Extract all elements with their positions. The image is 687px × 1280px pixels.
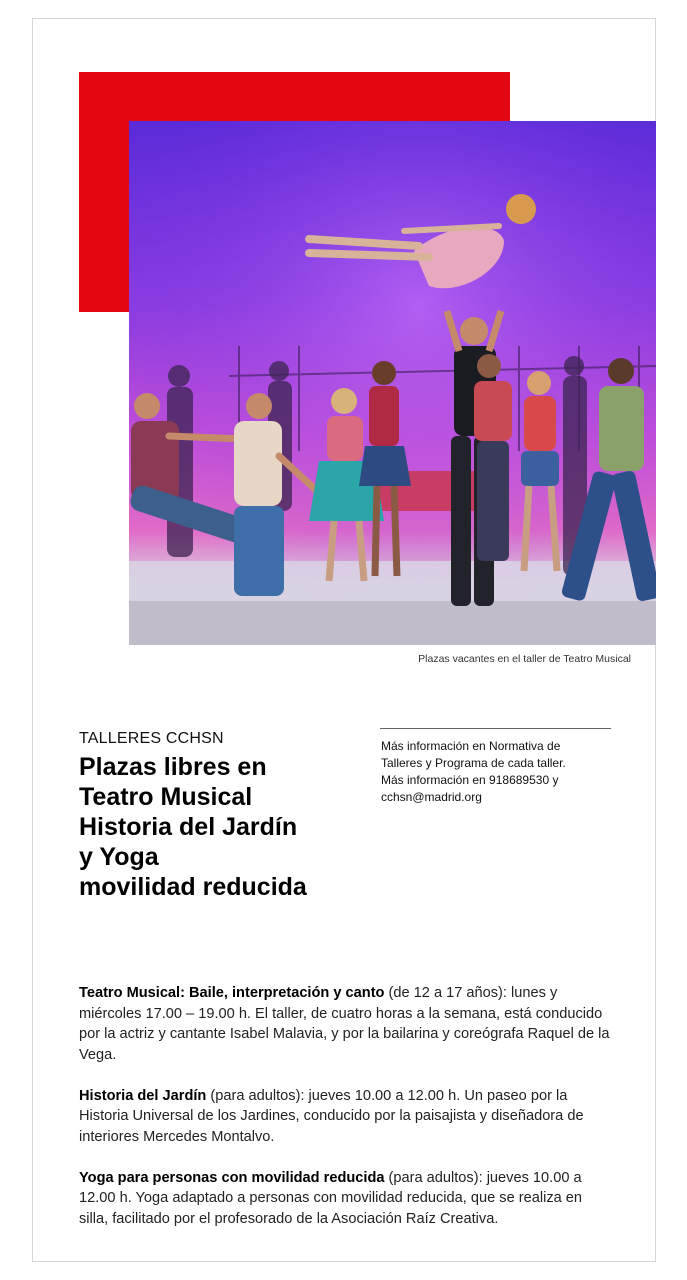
- info-line: Talleres y Programa de cada taller.: [381, 756, 566, 770]
- workshop-paragraph: [79, 1168, 611, 1230]
- workshop-paragraph: [79, 1086, 611, 1148]
- headline-line: Teatro Musical: [79, 783, 253, 811]
- workshop-title: Historia del Jardín: [79, 1087, 207, 1104]
- photo-caption: Plazas vacantes en el taller de Teatro Musical: [418, 653, 631, 665]
- info-line: Más información en Normativa de: [381, 739, 561, 753]
- info-line: Más información en 918689530 y: [381, 773, 559, 787]
- workshop-title: Teatro Musical: Baile, interpretación y canto: [79, 985, 385, 1001]
- headline-line: Historia del Jardín: [79, 813, 298, 841]
- workshop-paragraph: [79, 983, 611, 1065]
- headline-line: y Yoga: [79, 843, 159, 871]
- workshop-description: (de 12 a 17 años): lunes y miércoles 17.00 – 19.00 h. El taller, de cuatro horas a la semana, está conducido por la actriz y cantante Isabel Malavia, y por la bailarina y coreógrafa Raquel de la Vega.: [79, 985, 610, 1063]
- workshop-description: (para adultos): jueves 10.00 a 12.00 h. Yoga adaptado a personas con movilidad reducida, que se realiza en silla, facilitado por el profesorado de la Asociación Raíz Creativa.: [79, 1169, 583, 1227]
- workshop-descriptions: [79, 983, 611, 1250]
- headline-line: Plazas libres en: [79, 753, 267, 781]
- stage-scene-illustration: [129, 121, 656, 645]
- workshop-title: Yoga para personas con movilidad reducida: [79, 1169, 385, 1186]
- more-info-note: [381, 738, 611, 806]
- info-line-email: cchsn@madrid.org: [381, 790, 482, 804]
- headline-line: movilidad reducida: [79, 873, 307, 901]
- info-divider: [380, 728, 611, 729]
- workshop-description: (para adultos): jueves 10.00 a 12.00 h. Un paseo por la Historia Universal de los Jardines, conducido por la paisajista y diseñadora de interiores Mercedes Montalvo.: [79, 1087, 584, 1145]
- section-kicker: TALLERES CCHSN: [79, 730, 224, 747]
- musical-theatre-photo: [129, 121, 656, 645]
- headline: [79, 752, 379, 902]
